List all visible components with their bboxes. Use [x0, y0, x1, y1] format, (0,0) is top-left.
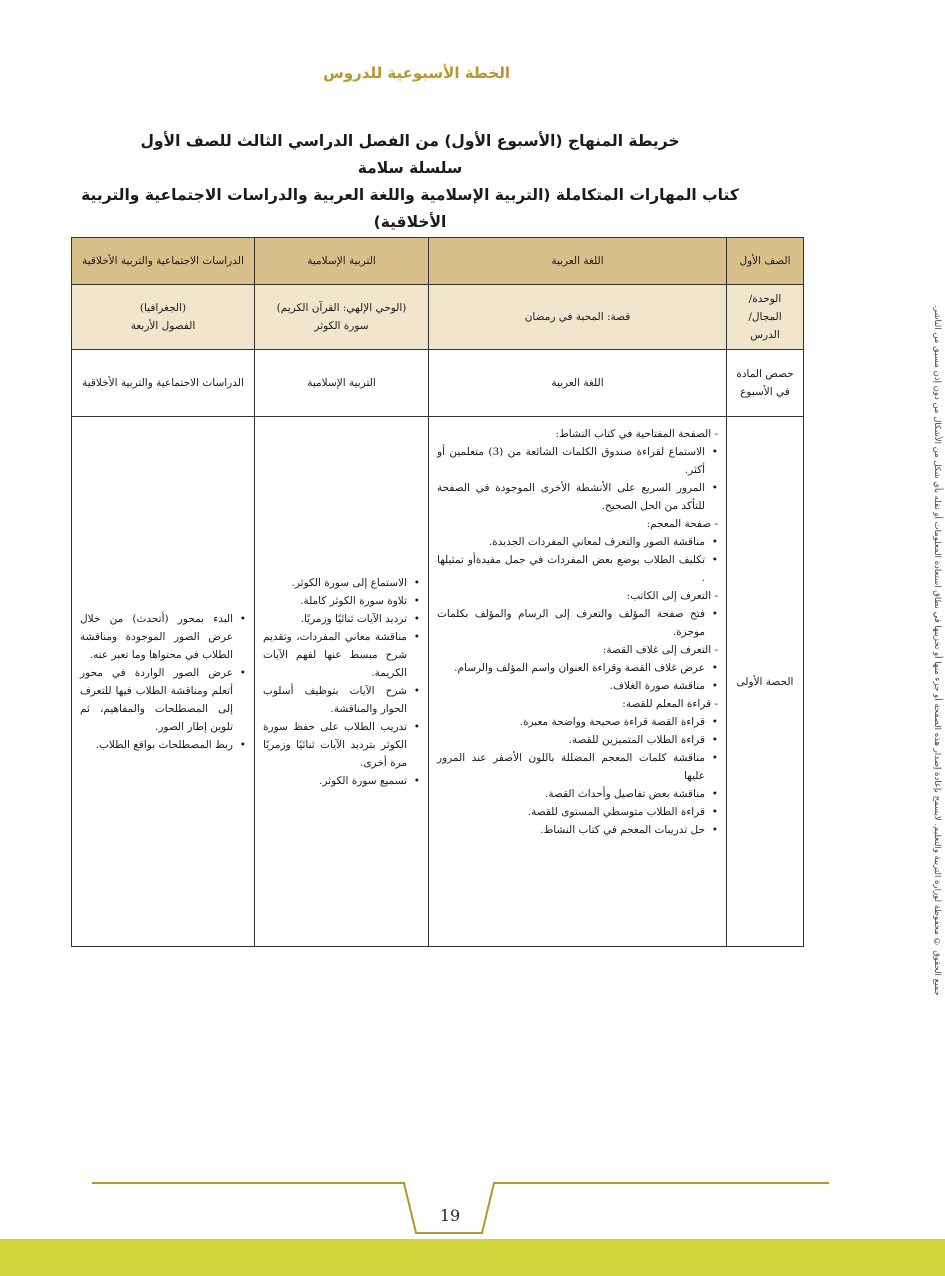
list-item: • البدء بمحور (أتحدث) من خلال عرض الصور الموجودة ومناقشة الطلاب في محتواها وما تعبر عنه.: [80, 610, 246, 664]
document-titles: [60, 128, 760, 236]
list-item: • شرح الآيات بتوظيف أسلوب الحوار والمناقشة.: [263, 682, 420, 718]
title-line-3: كتاب المهارات المتكاملة (التربية الإسلامية واللغة العربية والدراسات الاجتماعية والتربية الأخلاقية): [81, 186, 739, 231]
islamic-activity-list: [263, 574, 420, 790]
list-item: • تكليف الطلاب بوضع بعض المفردات في جمل مفيدةأو تمثيلها .: [437, 551, 718, 587]
lesson-row: [72, 285, 804, 350]
bottom-decorative-band: [0, 1239, 945, 1276]
list-item: • ربط المصطلحات بواقع الطلاب.: [80, 736, 246, 754]
list-item: • مناقشة صورة الغلاف.: [437, 677, 718, 695]
first-period-row: [72, 417, 804, 947]
header-grade: الصف الأول: [727, 238, 804, 285]
periods-social: الدراسات الاجتماعية والتربية الأخلاقية: [72, 350, 255, 417]
islamic-activities: [255, 417, 429, 947]
social-activity-list: [80, 610, 246, 754]
list-item: • مناقشة كلمات المعجم المضللة باللون الأصفر عند المرور عليها: [437, 749, 718, 785]
lesson-social: [72, 285, 255, 350]
list-item: • الاستماع إلى سورة الكوثر.: [263, 574, 420, 592]
lesson-islamic: [255, 285, 429, 350]
list-item: - صفحة المعجم:: [646, 518, 718, 530]
list-item: - قراءة المعلم للقصة:: [622, 698, 718, 710]
list-item: • قراءة الطلاب المتميزين للقصة.: [437, 731, 718, 749]
list-item: • الاستماع لقراءة صندوق الكلمات الشائعة من (3) متعلمين أو أكثر.: [437, 443, 718, 479]
social-activities: [72, 417, 255, 947]
table-header-row: [72, 238, 804, 285]
header-social: الدراسات الاجتماعية والتربية الأخلاقية: [72, 238, 255, 285]
lesson-arabic: قصة: المحبة في رمضان: [429, 285, 727, 350]
list-item: • تلاوة سورة الكوثر كاملة.: [263, 592, 420, 610]
list-item: • مناقشة معاني المفردات، وتقديم شرح مبسط عنها لفهم الآيات الكريمة.: [263, 628, 420, 682]
list-item: - التعرف إلى الكاتب:: [626, 590, 718, 602]
list-item: • المرور السريع على الأنشطة الأخرى الموجودة في الصفحة للتأكد من الحل الصحيح.: [437, 479, 718, 515]
first-period-label: الحصة الأولى: [727, 417, 804, 947]
title-line-2: سلسلة سلامة: [357, 159, 463, 177]
list-item: • عرض الصور الواردة في محور أتعلم ومناقشة الطلاب فيها للتعرف إلى المصطلحات والمفاهيم، ثم تلوين إطار الصور.: [80, 664, 246, 736]
list-item: - التعرف إلى غلاف القصة:: [602, 644, 718, 656]
list-item: • حل تدريبات المعجم في كتاب النشاط.: [437, 821, 718, 839]
periods-arabic: اللغة العربية: [429, 350, 727, 417]
periods-label: حصص المادة في الأسبوع: [727, 350, 804, 417]
list-item: • تسميع سورة الكوثر.: [263, 772, 420, 790]
list-item: • عرض غلاف القصة وقراءة العنوان واسم المؤلف والرسام.: [437, 659, 718, 677]
list-item: • قراءة الطلاب متوسطي المستوى للقصة.: [437, 803, 718, 821]
header-arabic: اللغة العربية: [429, 238, 727, 285]
arabic-activities: [429, 417, 727, 947]
lesson-label: الوحدة/ المجال/ الدرس: [727, 285, 804, 350]
lesson-islamic-surah: سورة الكوثر: [314, 320, 369, 332]
list-item: • فتح صفحة المؤلف والتعرف إلى الرسام والمؤلف بكلمات موجزة.: [437, 605, 718, 641]
section-title: الخطة الأسبوعية للدروس: [323, 64, 510, 82]
lesson-social-domain: (الجغرافيا): [139, 302, 187, 314]
periods-row: [72, 350, 804, 417]
periods-islamic: التربية الإسلامية: [255, 350, 429, 417]
list-item: - الصفحة المفتاحية في كتاب النشاط:: [555, 428, 718, 440]
title-line-1: خريطة المنهاج (الأسبوع الأول) من الفصل الدراسي الثالث للصف الأول: [140, 132, 680, 150]
header-islamic: التربية الإسلامية: [255, 238, 429, 285]
arabic-activity-list: [437, 425, 718, 839]
list-item: • تدريب الطلاب على حفظ سورة الكوثر بترديد الآيات ثنائيًا وزمريًا مرة أخرى.: [263, 718, 420, 772]
list-item: • مناقشة الصور والتعرف لمعاني المفردات الجديدة.: [437, 533, 718, 551]
page-number: 19: [439, 1206, 461, 1225]
lesson-social-topic: الفصول الأربعة: [130, 320, 196, 332]
lesson-islamic-domain: (الوحي الإلهي: القرآن الكريم): [276, 302, 407, 314]
list-item: • قراءة القصة قراءة صحيحة وواضحة معبرة.: [437, 713, 718, 731]
list-item: • ترديد الآيات ثنائيًا وزمريًا.: [263, 610, 420, 628]
list-item: • مناقشة بعض تفاصيل وأحداث القصة.: [437, 785, 718, 803]
copyright-side-note: جميع الحقوق © محفوظة لوزارة التربية والتعليم. لايسمح بإعادة إصدار هذه الصفحة أو جزء منها أو تخزينها في نطاق استعادة المعلومات أو نقله بأي شكل من الأشكال من دون إذن مسبق من الناشر.: [932, 304, 942, 996]
curriculum-map-table: [71, 237, 804, 947]
